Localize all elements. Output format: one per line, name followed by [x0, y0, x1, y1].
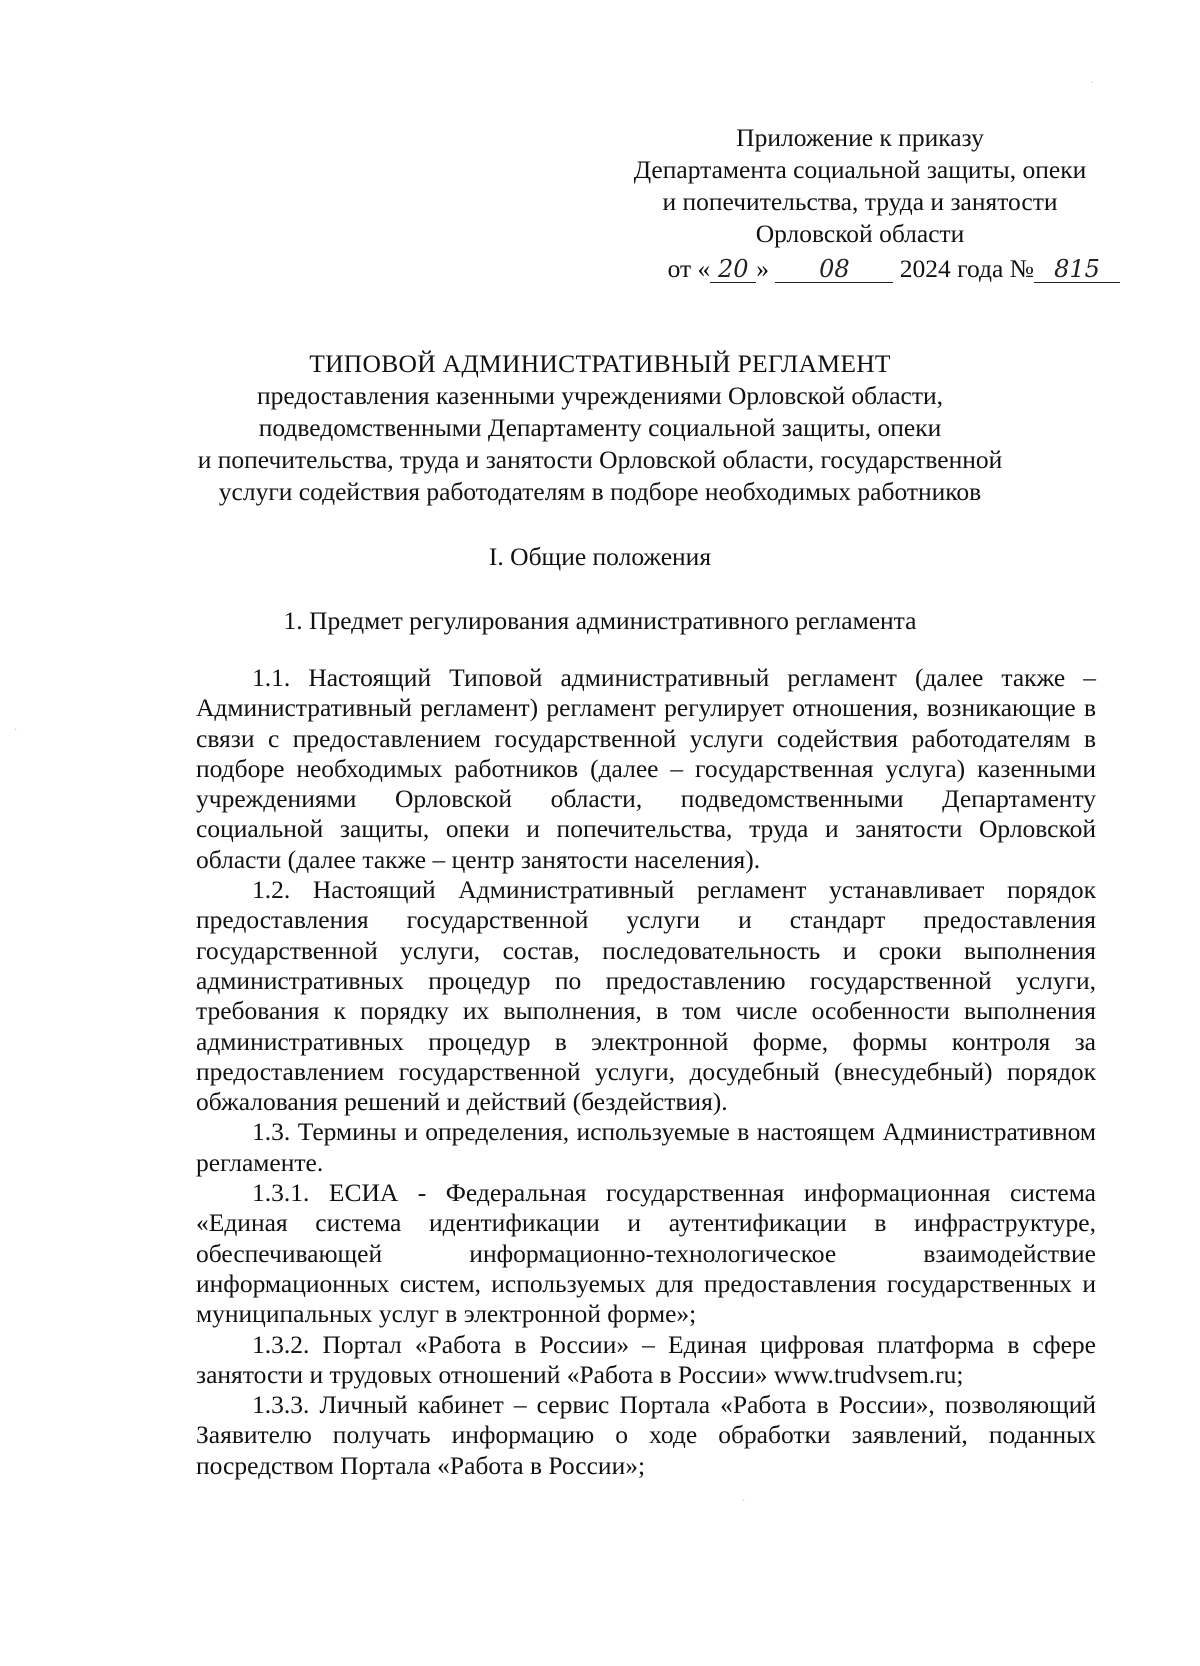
title-line: и попечительства, труда и занятости Орловской области, государственной [197, 445, 1003, 474]
handwritten-month: 08 [775, 256, 893, 283]
date-mid: » [756, 254, 770, 283]
subsection-heading: 1. Предмет регулирования административного регламента [283, 606, 917, 635]
year-text: 2024 года [899, 254, 1004, 283]
paragraph-1-3-3: 1.3.3. Личный кабинет – сервис Портала «Работа в России», позволяющий Заявителю получать информацию о ходе обработки заявлений, поданных посредством Портала «Работа в России»; [196, 1390, 1096, 1480]
title-line: услуги содействия работодателям в подборе необходимых работников [218, 477, 982, 506]
appendix-line: Орловской области [755, 219, 965, 248]
appendix-line: Департамента социальной защиты, опеки [633, 155, 1087, 184]
paragraph-1-2: 1.2. Настоящий Административный регламент устанавливает порядок предоставления государственной услуги и стандарт предоставления государственной услуги, состав, последовательность и сроки выполнения административных процедур по предоставлению государственной услуги, требования к порядку их выполнения, в том числе особенности выполнения административных процедур в электронной форме, формы контроля за предоставлением государственной услуги, досудебный (внесудебный) порядок обжалования решений и действий (бездействия). [196, 875, 1096, 1117]
document-body [196, 663, 1096, 1481]
date-prefix: от « [667, 254, 711, 283]
paragraph-1-3-2: 1.3.2. Портал «Работа в России» – Единая цифровая платформа в сфере занятости и трудовых отношений «Работа в России» www.trudvsem.ru; [196, 1329, 1096, 1389]
number-sign: № [1009, 254, 1034, 283]
scan-speck: · [742, 1496, 746, 1507]
title-main: ТИПОВОЙ АДМИНИСТРАТИВНЫЙ РЕГЛАМЕНТ [309, 349, 891, 378]
section-heading: I. Общие положения [488, 542, 712, 571]
title-line: предоставления казенными учреждениями Орловской области, [257, 381, 943, 410]
paragraph-1-3: 1.3. Термины и определения, используемые в настоящем Административном регламенте. [196, 1117, 1096, 1177]
order-date-number-line [600, 254, 1120, 284]
title-line: подведомственными Департаменту социальной защиты, опеки [258, 413, 942, 442]
appendix-line: Приложение к приказу [736, 123, 984, 152]
appendix-line: и попечительства, труда и занятости [662, 187, 1058, 216]
handwritten-day: 20 [710, 256, 756, 283]
paragraph-1-3-1: 1.3.1. ЕСИА - Федеральная государственная информационная система «Единая система идентификации и аутентификации в инфраструктуре, обеспечивающей информационно-технологическое взаимодействие информационных систем, используемых для предоставления государственных и муниципальных услуг в электронной форме»; [196, 1178, 1096, 1329]
scan-speck: · [14, 725, 18, 736]
scan-speck: · [1090, 78, 1094, 89]
appendix-block [600, 122, 1120, 250]
document-title [150, 348, 1050, 508]
handwritten-order-number: 815 [1034, 256, 1120, 283]
paragraph-1-1: 1.1. Настоящий Типовой административный регламент (далее также – Административный регламент) регламент регулирует отношения, возникающие в связи с предоставлением государственной услуги содействия работодателям в подборе необходимых работников (далее – государственная услуга) казенными учреждениями Орловской области, подведомственными Департаменту социальной защиты, опеки и попечительства, труда и занятости Орловской области (далее также – центр занятости населения). [196, 663, 1096, 874]
